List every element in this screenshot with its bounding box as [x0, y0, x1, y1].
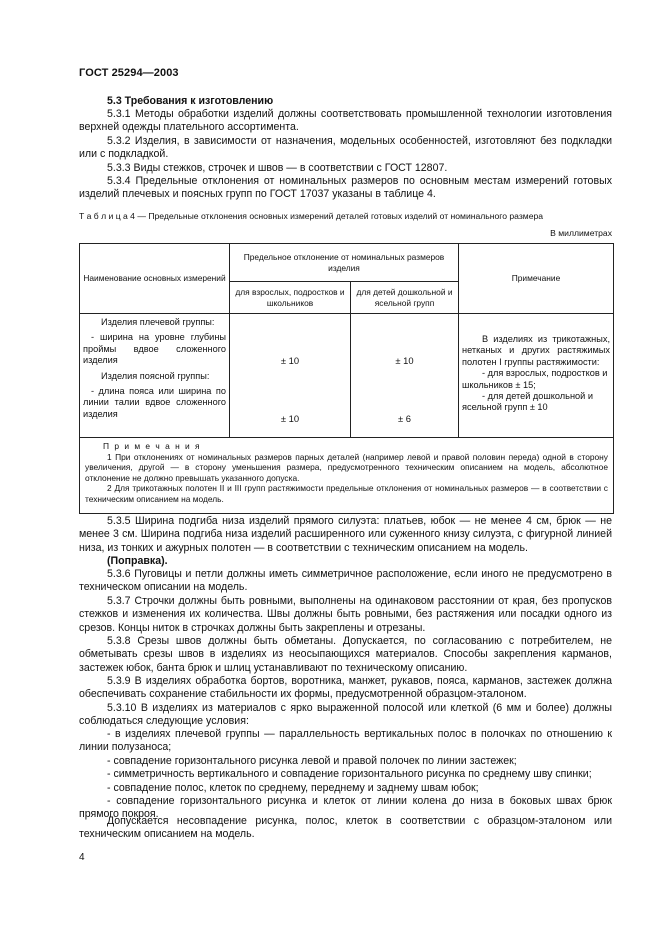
deviation-table: [79, 243, 614, 514]
table-note-1: 1 При отклонениях от номинальных размеров парных деталей (например левой и правой половин переда) одной в сторону увеличения, другой — в сторону уменьшения размера, предусмотренного техническим описанием на модель, абсолютное отклонение не должно превышать указанного допуска.: [85, 451, 608, 483]
list-item: - совпадение полос, клеток по среднему, переднему и заднему швам юбок;: [107, 781, 479, 794]
list-item: - совпадение горизонтального рисунка и клеток от линии колена до низа в боковых швах брюк прямого покроя.: [79, 795, 612, 821]
note-line-1: В изделиях из трикотажных, нетканых и других растяжимых полотен I группы растяжимости:: [462, 334, 610, 367]
child-values: [351, 314, 459, 438]
table-note-2: 2 Для трикотажных полотен II и III групп растяжимости предельные отклонения от номинальных размеров — в соответствии с техническим описанием на модель.: [85, 483, 608, 504]
paragraph-5-3-6: 5.3.6 Пуговицы и петли должны иметь симметричное расположение, если иного не предусмотрено в техническом описании на модель.: [79, 568, 612, 594]
header-deviation: Предельное отклонение от номинальных размеров изделия: [230, 244, 459, 282]
document-code: ГОСТ 25294—2003: [79, 67, 179, 79]
header-child: для детей дошкольной и ясельной групп: [351, 282, 459, 314]
note-line-3: - для детей дошкольной и ясельной групп ± 10: [462, 391, 593, 413]
list-item: - симметричность вертикального и совпадение горизонтального рисунка по среднему шву спинки;: [107, 768, 592, 781]
waist-measurement: - длина пояса или ширина по линии талии вдвое сложенного изделия: [83, 386, 226, 419]
paragraph-5-3-4: 5.3.4 Предельные отклонения от номинальных размеров по основным местам измерений готовых изделий плечевых и поясных групп по ГОСТ 17037 указаны в таблице 4.: [79, 175, 612, 201]
page-number: 4: [79, 852, 85, 863]
child-shoulder-value: ± 10: [395, 355, 414, 366]
header-adult: для взрослых, подростков и школьников: [230, 282, 351, 314]
paragraph-5-3-5: 5.3.5 Ширина подгиба низа изделий прямого силуэта: платьев, юбок — не менее 4 см, брюк — не менее 3 см. Ширина подгиба низа изделий расширенного или суженного книзу силуэта, с фигурной линией низа, из тонких и ажурных полотен — в соответствии с техническим описанием на модель.: [79, 515, 612, 554]
section-title: 5.3 Требования к изготовлению: [107, 95, 274, 107]
adult-shoulder-value: ± 10: [280, 355, 300, 366]
conditions-list: [79, 728, 612, 822]
list-item: - в изделиях плечевой группы — параллельность вертикальных полос в полочках по отношению к линии полузаноса;: [79, 728, 612, 754]
list-item: - совпадение горизонтального рисунка левой и правой полочек по линии застежек;: [107, 754, 517, 767]
note-line-2: - для взрослых, подростков и школьников ± 15;: [462, 368, 608, 390]
paragraph-5-3-1: 5.3.1 Методы обработки изделий должны соответствовать промышленной технологии изготовления верхней одежды плательного ассортимента.: [79, 108, 612, 134]
table-caption: Т а б л и ц а 4 — Предельные отклонения основных измерений деталей готовых изделий от номинального размера: [79, 211, 544, 221]
child-waist-value: ± 6: [398, 413, 411, 424]
waist-group-label: Изделия поясной группы:: [101, 370, 210, 381]
paragraph-5-3-3: 5.3.3 Виды стежков, строчек и швов — в соответствии с ГОСТ 12807.: [107, 162, 448, 174]
final-paragraph: Допускается несовпадение рисунка, полос, клеток в соответствии с образцом-эталоном или техническим описанием на модель.: [79, 815, 612, 841]
header-note: Примечание: [459, 244, 614, 314]
paragraph-5-3-2: 5.3.2 Изделия, в зависимости от назначения, модельных особенностей, изготовляют без подкладки или с подкладкой.: [79, 135, 612, 161]
table-units: В миллиметрах: [550, 228, 612, 238]
table-notes: [80, 438, 614, 514]
amendment-note: (Поправка).: [107, 555, 168, 567]
paragraph-5-3-8: 5.3.8 Срезы швов должны быть обметаны. Допускается, по согласованию с потребителем, не обметывать срезы швов в изделиях из неосыпающихся материалов. Способы закрепления карманов, застежек юбок, банта брюк и шлиц устанавливают по техническому описанию.: [79, 635, 612, 674]
shoulder-measurement: - ширина на уровне глубины проймы вдвое сложенного изделия: [83, 332, 226, 366]
adult-values: [230, 314, 351, 438]
measurement-names: [80, 314, 230, 438]
paragraph-5-3-7: 5.3.7 Строчки должны быть ровными, выполнены на одинаковом расстоянии от края, без пропусков стежков и изменения их количества. Швы должны быть ровными, без растяжения или посадки одного из срезов. Концы ниток в строчках должны быть закреплены и отрезаны.: [79, 595, 612, 634]
adult-waist-value: ± 10: [280, 413, 300, 424]
note-cell: [459, 314, 614, 438]
notes-title: П р и м е ч а н и я: [103, 441, 202, 451]
header-name: Наименование основных измерений: [80, 244, 230, 314]
paragraph-5-3-9: 5.3.9 В изделиях обработка бортов, воротника, манжет, рукавов, пояса, карманов, застежек должна обеспечивать сохранение стабильности их формы, предусмотренной образцом-эталоном.: [79, 675, 612, 701]
shoulder-group-label: Изделия плечевой группы:: [101, 317, 215, 327]
paragraph-5-3-10: 5.3.10 В изделиях из материалов с ярко выраженной полосой или клеткой (6 мм и более) должны соблюдаться следующие условия:: [79, 702, 612, 728]
